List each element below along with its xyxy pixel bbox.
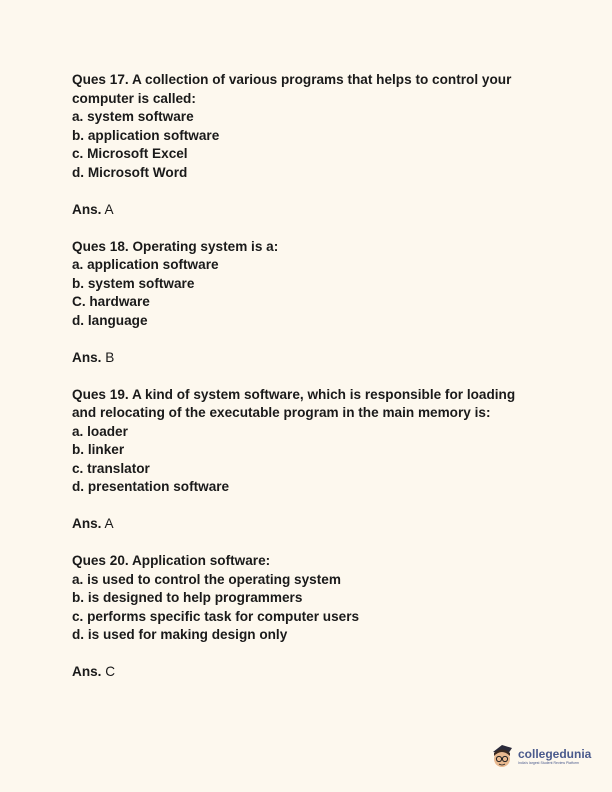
- question-text: computer is called:: [72, 90, 196, 106]
- option: c. Microsoft Excel: [72, 146, 188, 161]
- option: d. Microsoft Word: [72, 164, 188, 180]
- option: a. application software: [72, 257, 219, 272]
- option: c. translator: [72, 460, 150, 476]
- option: a. system software: [72, 109, 194, 124]
- answer: [72, 349, 552, 368]
- answer-value: A: [104, 516, 114, 531]
- option: C. hardware: [72, 294, 150, 309]
- question-block: [72, 71, 552, 182]
- answer-label: Ans.: [72, 201, 102, 217]
- answer-value: C: [105, 664, 116, 679]
- question-text: and relocating of the executable program in the main memory is:: [72, 405, 491, 420]
- answer-value: B: [105, 349, 115, 365]
- answer: [72, 663, 552, 682]
- question-list: [72, 71, 552, 700]
- option: c. performs specific task for computer users: [72, 608, 360, 624]
- question-text: Ques 20. Application software:: [72, 553, 271, 568]
- question-text: Ques 18. Operating system is a:: [72, 238, 279, 254]
- mascot-icon: [490, 742, 514, 770]
- option: a. loader: [72, 423, 128, 439]
- logo-tagline: India's largest Student Review Platform: [518, 760, 579, 765]
- answer: [72, 515, 552, 534]
- option: b. is designed to help programmers: [72, 590, 303, 605]
- answer-label: Ans.: [72, 516, 102, 531]
- option: b. linker: [72, 442, 125, 457]
- question-block: [72, 552, 552, 645]
- option: d. is used for making design only: [72, 627, 288, 642]
- option: d. presentation software: [72, 479, 230, 494]
- question-block: [72, 386, 552, 497]
- collegedunia-logo: [490, 742, 591, 770]
- option: b. system software: [72, 275, 195, 291]
- question-text: Ques 19. A kind of system software, which is responsible for loading: [72, 386, 516, 402]
- answer: [72, 201, 552, 220]
- option: a. is used to control the operating system: [72, 571, 341, 587]
- question-block: [72, 238, 552, 331]
- answer-label: Ans.: [72, 664, 102, 679]
- option: b. application software: [72, 127, 220, 143]
- answer-value: A: [104, 201, 114, 217]
- option: d. language: [72, 312, 148, 328]
- question-text: Ques 17. A collection of various programs that helps to control your: [72, 72, 512, 87]
- answer-label: Ans.: [72, 349, 102, 365]
- logo-brand: collegedunia: [518, 746, 592, 761]
